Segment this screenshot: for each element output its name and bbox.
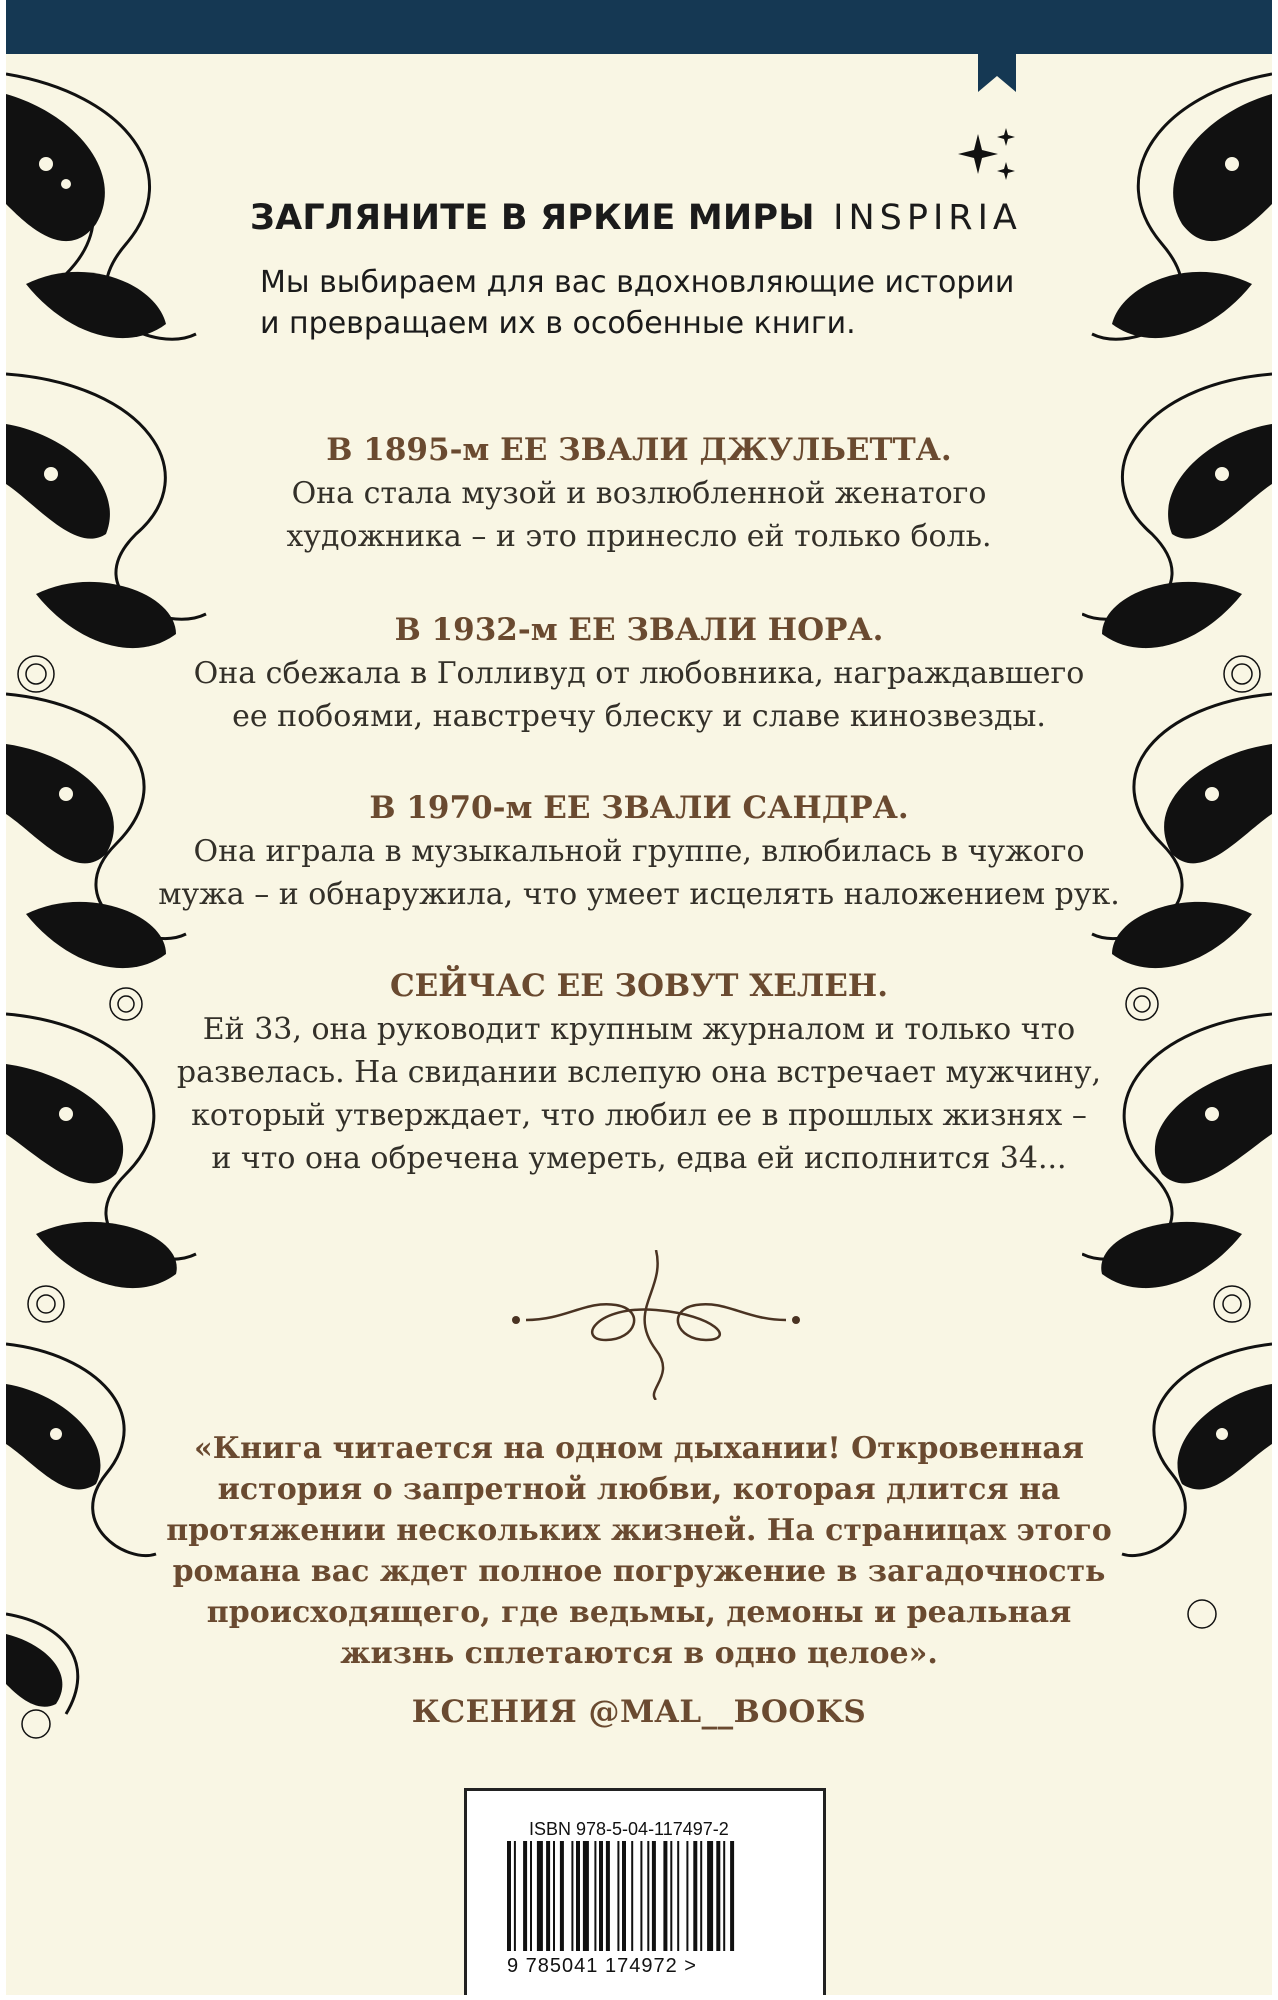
barcode-bar (686, 1841, 688, 1951)
top-color-bar (6, 0, 1272, 54)
publisher-header (250, 198, 1022, 238)
section-text: Она играла в музыкальной группе, влюбилась в чужого мужа – и обнаружила, что умеет исцелять наложением рук. (158, 834, 1120, 912)
barcode-bar (677, 1841, 679, 1951)
barcode-bar (523, 1841, 527, 1951)
section-1932 (6, 608, 1272, 738)
section-heading: В 1932-м ЕЕ ЗВАЛИ НОРА. (394, 612, 884, 648)
section-heading: В 1970-м ЕЕ ЗВАЛИ САНДРА. (369, 790, 909, 826)
barcode-bar (594, 1841, 596, 1951)
sparkle-stars-icon (954, 126, 1026, 184)
section-heading: В 1895-м ЕЕ ЗВАЛИ ДЖУЛЬЕТТА. (326, 432, 952, 468)
barcode-bar (571, 1841, 573, 1951)
isbn-digits: 9 785041 174972 > (507, 1955, 697, 1977)
barcode-bar (707, 1841, 713, 1951)
barcode-bar (647, 1841, 649, 1951)
barcode-bar (576, 1841, 580, 1951)
section-heading: СЕЙЧАС ЕЕ ЗОВУТ ХЕЛЕН. (389, 968, 889, 1004)
book-back-cover (6, 0, 1272, 1995)
isbn-label: ISBN 978-5-04-117497-2 (529, 1819, 729, 1839)
barcode-bar (700, 1841, 702, 1951)
barcode-bar (507, 1841, 511, 1951)
barcode-bar (693, 1841, 697, 1951)
header-title: ЗАГЛЯНИТЕ В ЯРКИЕ МИРЫ (250, 198, 815, 238)
barcode-bar (663, 1841, 667, 1951)
bookmark-icon (978, 0, 1016, 104)
section-1970 (6, 786, 1272, 916)
barcode-bar (546, 1841, 550, 1951)
barcode-bar (560, 1841, 564, 1951)
section-text: Она стала музой и возлюбленной женатого художника – и это принесло ей только боль. (286, 476, 992, 554)
intro-text: Мы выбираем для вас вдохновляющие истории и превращаем их в особенные книги. (260, 265, 1015, 341)
isbn-barcode (464, 1788, 826, 1995)
barcode-bar (553, 1841, 555, 1951)
barcode-bar (652, 1841, 656, 1951)
barcode-bar (723, 1841, 725, 1951)
barcode-bar (606, 1841, 610, 1951)
barcode-bar (530, 1841, 532, 1951)
barcode-bar (716, 1841, 720, 1951)
barcode-bar (631, 1841, 633, 1951)
barcode-bar (599, 1841, 603, 1951)
section-text: Она сбежала в Голливуд от любовника, награждавшего ее побоями, навстречу блеску и славе кинозвезды. (193, 656, 1085, 734)
barcode-bar (583, 1841, 589, 1951)
section-1895 (6, 428, 1272, 558)
barcode-bars-icon (507, 1841, 791, 1961)
barcode-bar (617, 1841, 619, 1951)
barcode-bar (730, 1841, 734, 1951)
flourish-divider-icon (506, 1250, 806, 1400)
barcode-bar (537, 1841, 543, 1951)
barcode-bar (640, 1841, 642, 1951)
barcode-bar (514, 1841, 516, 1951)
section-text: Ей 33, она руководит крупным журналом и только что развелась. На свидании вслепую она встречает мужчину, который утверждает, что любил ее в прошлых жизнях – и что она обречена умереть, едва ей исполнится 34... (176, 1012, 1102, 1176)
brand-name: INSPIRIA (833, 198, 1022, 238)
barcode-bar (622, 1841, 626, 1951)
review-quote: «Книга читается на одном дыхании! Откровенная история о запретной любви, которая длится на протяжении нескольких жизней. На страницах этого романа вас ждет полное погружение в загадочность происходящего, где ведьмы, демоны и реальная жизнь сплетаются в одно целое». (166, 1431, 1112, 1671)
barcode-bar (670, 1841, 672, 1951)
section-now (6, 964, 1272, 1180)
review-author: КСЕНИЯ @MAL__BOOKS (411, 1694, 867, 1730)
